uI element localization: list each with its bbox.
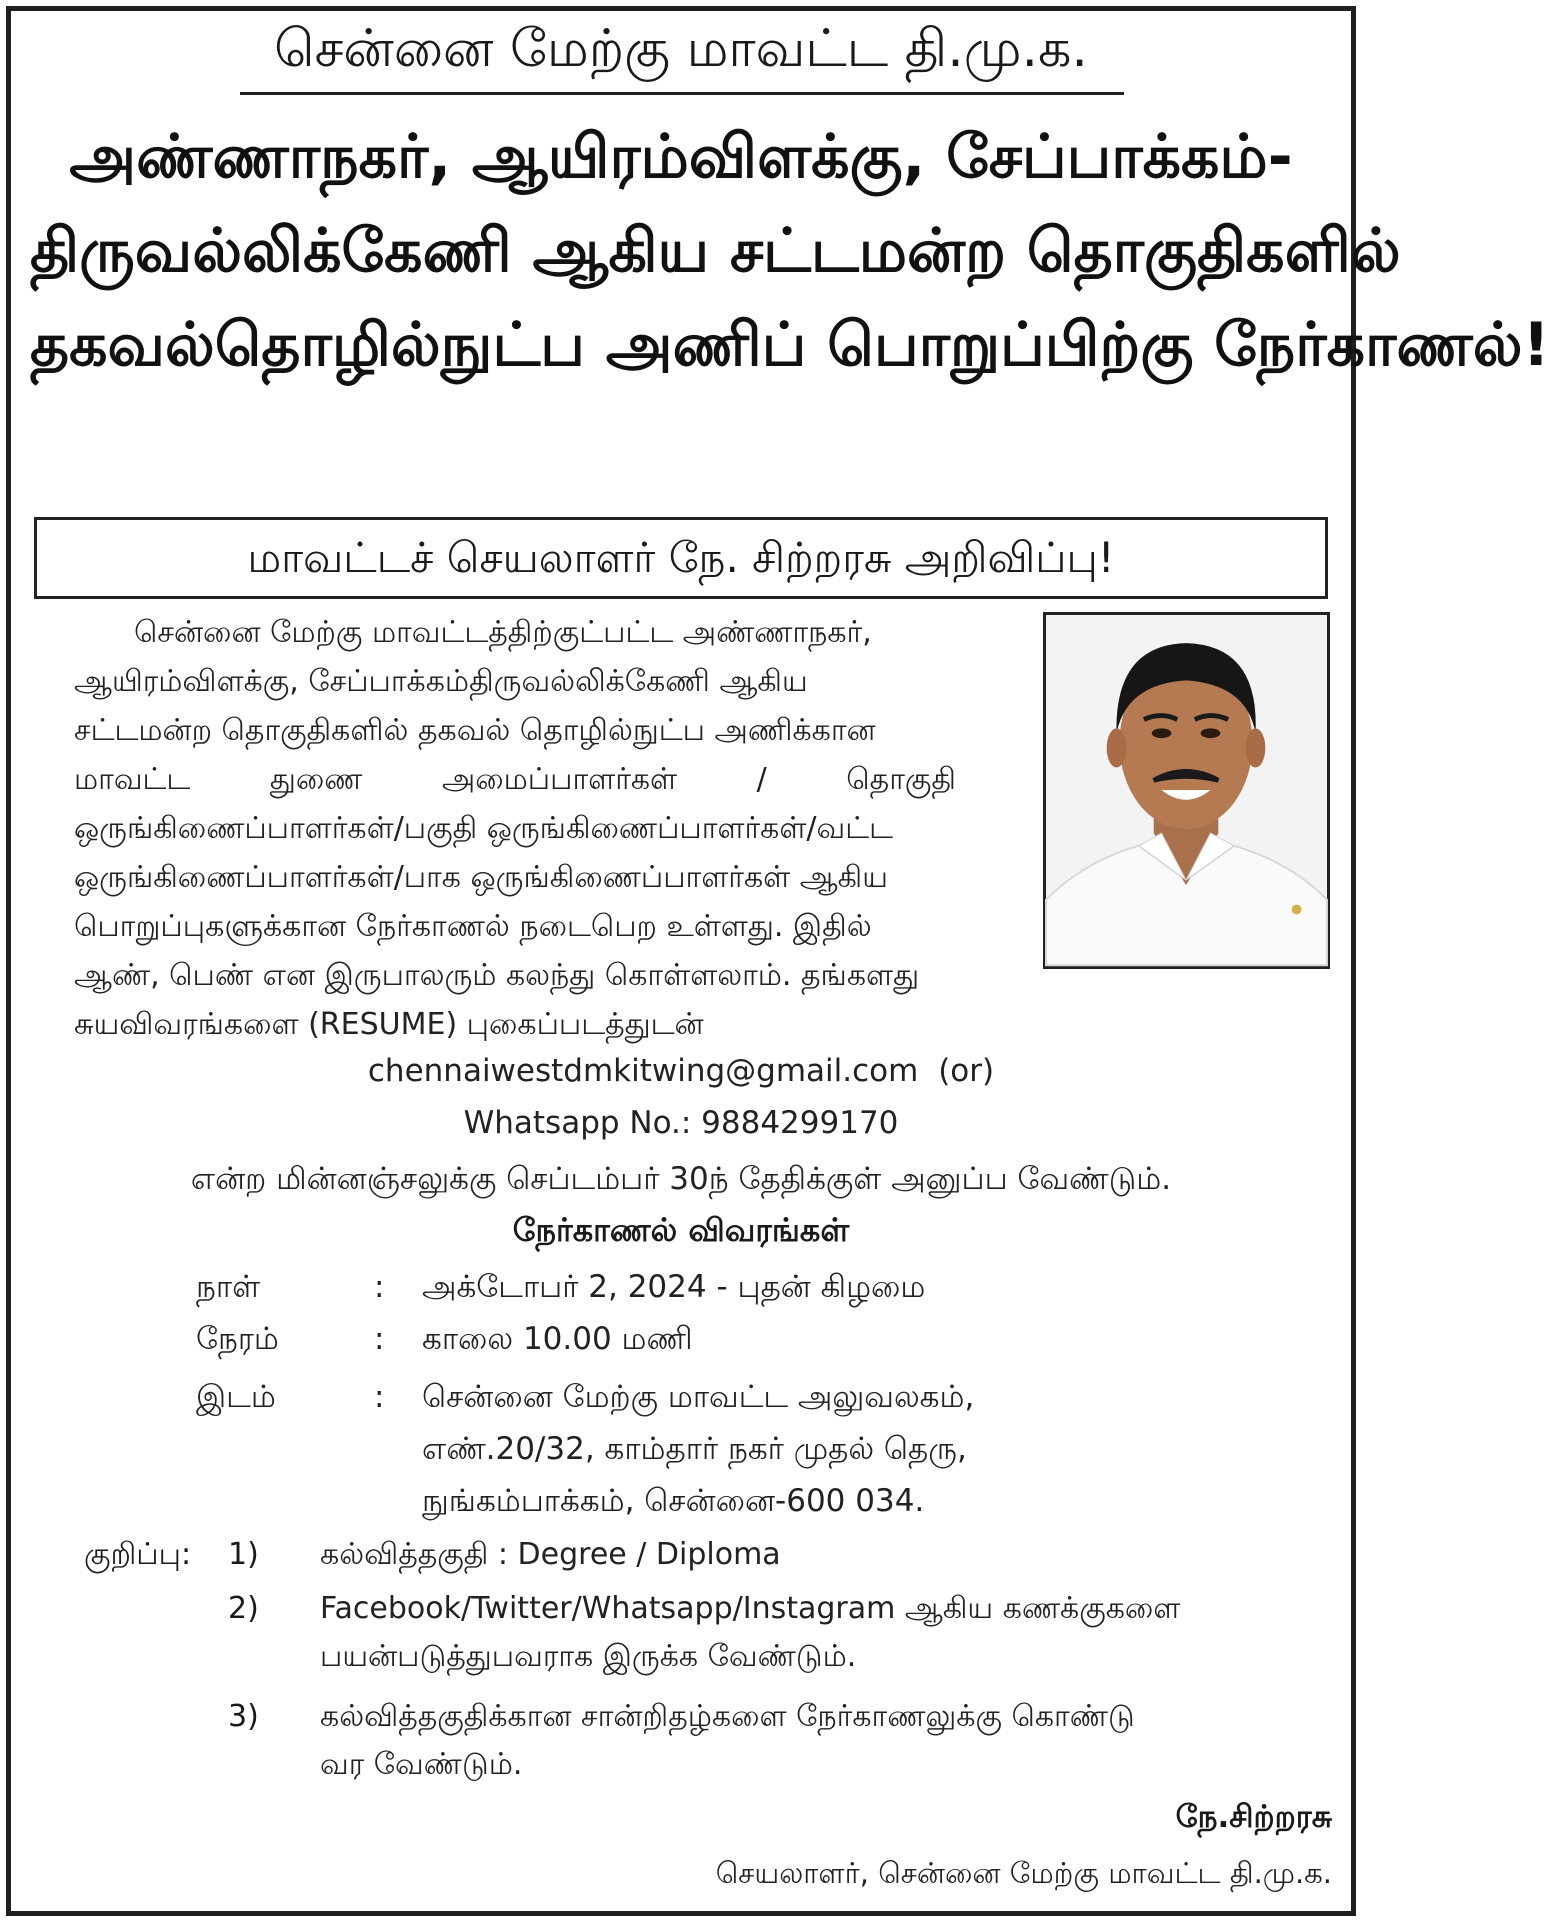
- body-line: மாவட்ட துணை அமைப்பாளர்கள் / தொகுதி: [74, 762, 956, 797]
- signature-name: நே.சிற்றரசு: [1175, 1799, 1332, 1835]
- note-line: Facebook/Twitter/Whatsapp/Instagram ஆகிய கணக்குகளை: [320, 1591, 1181, 1626]
- whatsapp-number: Whatsapp No.: 9884299170: [463, 1105, 899, 1141]
- address-line: எண்.20/32, காம்தார் நகர் முதல் தெரு,: [422, 1431, 967, 1467]
- body-line: ஒருங்கிணைப்பாளர்கள்/பாக ஒருங்கிணைப்பாளர்கள் ஆகிய: [74, 860, 888, 895]
- headline: [30, 110, 1550, 392]
- headline-line-1: அண்ணாநகர், ஆயிரம்விளக்கு, சேப்பாக்கம்-: [69, 122, 1293, 192]
- signature-title: செயலாளர், சென்னை மேற்கு மாவட்ட தி.மு.க.: [715, 1856, 1332, 1890]
- title-underline: [240, 92, 1124, 95]
- body-line: ஆயிரம்விளக்கு, சேப்பாக்கம்திருவல்லிக்கேணி ஆகிய: [74, 664, 808, 699]
- detail-label: நேரம்: [196, 1321, 279, 1357]
- note-number: 2): [228, 1591, 259, 1626]
- note-text: [320, 1693, 1330, 1789]
- or-label: (or): [938, 1053, 995, 1089]
- body-line: ஒருங்கிணைப்பாளர்கள்/பகுதி ஒருங்கிணைப்பாளர்கள்/வட்ட: [74, 811, 893, 846]
- detail-label: நாள்: [196, 1269, 261, 1305]
- body-line: சுயவிவரங்களை (RESUME) புகைப்படத்துடன்: [74, 1007, 704, 1042]
- note-number: 3): [228, 1699, 259, 1734]
- body-line: சட்டமன்ற தொகுதிகளில் தகவல் தொழில்நுட்ப அணிக்கான: [74, 713, 876, 748]
- note-line: பயன்படுத்துபவராக இருக்க வேண்டும்.: [320, 1639, 857, 1674]
- deadline-text: என்ற மின்னஞ்சலுக்கு செப்டம்பர் 30ந் தேதிக்குள் அனுப்ப வேண்டும்.: [190, 1161, 1172, 1197]
- announcement-box: மாவட்டச் செயலாளர் நே. சிற்றரசு அறிவிப்பு!: [34, 517, 1328, 599]
- body-line: பொறுப்புகளுக்கான நேர்காணல் நடைபெற உள்ளது. இதில்: [74, 909, 872, 944]
- detail-value: சென்னை மேற்கு மாவட்ட அலுவலகம்,: [422, 1379, 975, 1415]
- notes-label: குறிப்பு:: [84, 1537, 192, 1572]
- note-line: கல்வித்தகுதிக்கான சான்றிதழ்களை நேர்காணலுக்கு கொண்டு: [320, 1699, 1135, 1734]
- organization-title: சென்னை மேற்கு மாவட்ட தி.மு.க.: [274, 19, 1088, 79]
- body-line: சென்னை மேற்கு மாவட்டத்திற்குட்பட்ட அண்ணாநகர்,: [134, 615, 872, 650]
- detail-value: அக்டோபர் 2, 2024 - புதன் கிழமை: [422, 1269, 926, 1305]
- note-line: கல்வித்தகுதி : Degree / Diploma: [320, 1537, 781, 1572]
- note-text: [320, 1585, 1330, 1681]
- body-line: ஆண், பெண் என இருபாலரும் கலந்து கொள்ளலாம். தங்களது: [74, 958, 920, 993]
- note-line: வர வேண்டும்.: [320, 1747, 523, 1782]
- detail-colon: :: [374, 1321, 385, 1357]
- secretary-photo: [1043, 612, 1330, 969]
- body-paragraph: [74, 608, 1022, 1049]
- details-heading: நேர்காணல் விவரங்கள்: [512, 1211, 850, 1249]
- detail-colon: :: [374, 1379, 385, 1415]
- email-address: chennaiwestdmkitwing@gmail.com: [367, 1053, 919, 1089]
- detail-colon: :: [374, 1269, 385, 1305]
- detail-label: இடம்: [196, 1379, 276, 1415]
- email-line: [0, 1048, 1362, 1094]
- headline-line-3: தகவல்தொழில்நுட்ப அணிப் பொறுப்பிற்கு நேர்காணல்!: [30, 310, 1550, 380]
- address-line: நுங்கம்பாக்கம், சென்னை-600 034.: [422, 1483, 925, 1519]
- note-number: 1): [228, 1537, 259, 1572]
- headline-line-2: திருவல்லிக்கேணி ஆகிய சட்டமன்ற தொகுதிகளில்: [30, 216, 1401, 286]
- detail-value: காலை 10.00 மணி: [422, 1321, 693, 1357]
- note-text: [320, 1531, 1330, 1579]
